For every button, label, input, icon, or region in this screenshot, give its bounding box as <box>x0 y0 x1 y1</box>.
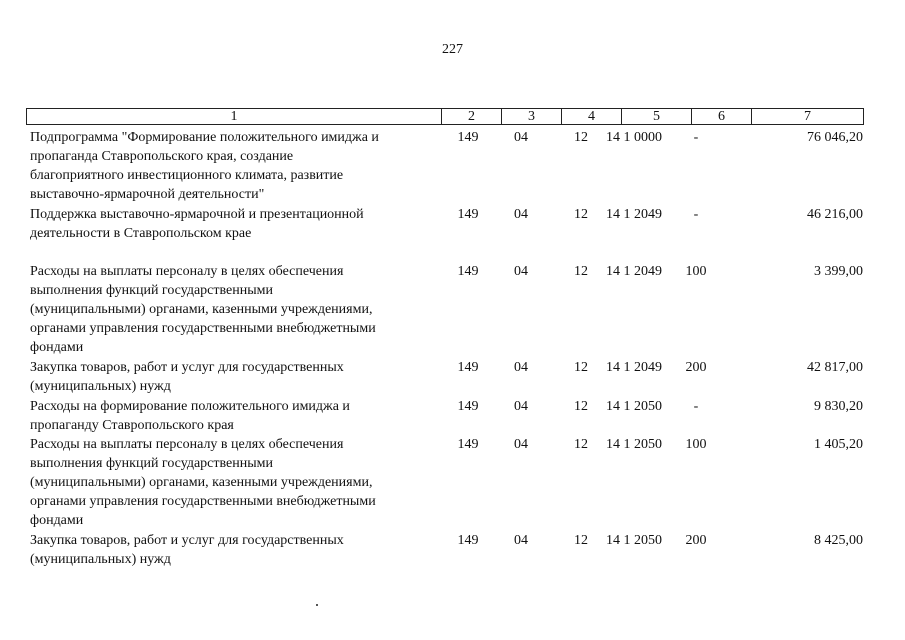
row-code-6: 100 <box>685 264 707 279</box>
row-name-line: выполнения функций государственными <box>30 283 273 298</box>
row-name-line: (муниципальными) органами, казенными учреждениями, <box>30 475 373 490</box>
row-name-line: органами управления государственными внебюджетными <box>30 321 376 336</box>
table-header <box>26 108 864 125</box>
row-name-line: органами управления государственными внебюджетными <box>30 494 376 509</box>
row-name-line: Расходы на формирование положительного имиджа и <box>30 399 350 414</box>
row-name-line: Расходы на выплаты персоналу в целях обеспечения <box>30 437 344 452</box>
row-name <box>30 205 410 243</box>
row-code-6: 200 <box>685 360 707 375</box>
row-name <box>30 397 410 435</box>
row-code-4: 12 <box>574 399 588 414</box>
row-code-3: 04 <box>514 207 528 222</box>
row-code-6: 100 <box>685 437 707 452</box>
row-code-5: 14 1 2050 <box>606 533 662 548</box>
row-code-6: - <box>693 207 699 222</box>
row-name-line: пропаганду Ставропольского края <box>30 418 234 433</box>
column-header-1: 1 <box>230 109 238 124</box>
row-name-line: Закупка товаров, работ и услуг для государственных <box>30 533 344 548</box>
row-amount: 42 817,00 <box>807 360 863 375</box>
page-number: 227 <box>442 42 463 57</box>
column-header-4: 4 <box>561 109 621 124</box>
column-header-2: 2 <box>441 109 501 124</box>
row-code-6: 200 <box>685 533 707 548</box>
row-name <box>30 128 410 204</box>
row-name <box>30 358 410 396</box>
row-code-5: 14 1 2049 <box>606 360 662 375</box>
row-code-2: 149 <box>457 207 479 222</box>
row-name-line: фондами <box>30 340 84 355</box>
row-code-4: 12 <box>574 437 588 452</box>
row-code-3: 04 <box>514 360 528 375</box>
row-code-2: 149 <box>457 130 479 145</box>
row-name-line: фондами <box>30 513 84 528</box>
row-name-line: деятельности в Ставропольском крае <box>30 226 252 241</box>
row-name-line: Закупка товаров, работ и услуг для государственных <box>30 360 344 375</box>
row-code-3: 04 <box>514 533 528 548</box>
row-code-3: 04 <box>514 264 528 279</box>
row-code-2: 149 <box>457 533 479 548</box>
row-code-2: 149 <box>457 360 479 375</box>
row-name-line: выполнения функций государственными <box>30 456 273 471</box>
row-name <box>30 435 410 530</box>
row-amount: 46 216,00 <box>807 207 863 222</box>
row-name-line: (муниципальными) органами, казенными учреждениями, <box>30 302 373 317</box>
row-code-2: 149 <box>457 437 479 452</box>
row-amount: 1 405,20 <box>814 437 863 452</box>
row-name <box>30 531 410 569</box>
row-code-5: 14 1 0000 <box>606 130 662 145</box>
column-header-7: 7 <box>751 109 863 124</box>
row-code-5: 14 1 2050 <box>606 437 662 452</box>
row-code-3: 04 <box>514 437 528 452</box>
row-name-line: пропаганда Ставропольского края, создание <box>30 149 294 164</box>
column-header-6: 6 <box>691 109 751 124</box>
row-amount: 9 830,20 <box>814 399 863 414</box>
row-amount: 3 399,00 <box>814 264 863 279</box>
row-code-5: 14 1 2049 <box>606 207 662 222</box>
row-name-line: благоприятного инвестиционного климата, развитие <box>30 168 344 183</box>
column-header-3: 3 <box>501 109 561 124</box>
row-code-4: 12 <box>574 360 588 375</box>
row-name-line: Расходы на выплаты персоналу в целях обеспечения <box>30 264 344 279</box>
row-code-2: 149 <box>457 399 479 414</box>
row-code-4: 12 <box>574 130 588 145</box>
row-code-4: 12 <box>574 207 588 222</box>
row-name-line: выставочно-ярмарочной деятельности" <box>30 187 265 202</box>
row-code-5: 14 1 2049 <box>606 264 662 279</box>
row-code-6: - <box>693 399 699 414</box>
row-name <box>30 262 410 357</box>
row-code-4: 12 <box>574 533 588 548</box>
row-name-line: Поддержка выставочно-ярмарочной и презентационной <box>30 207 364 222</box>
row-code-2: 149 <box>457 264 479 279</box>
row-code-5: 14 1 2050 <box>606 399 662 414</box>
row-code-4: 12 <box>574 264 588 279</box>
column-header-5: 5 <box>621 109 691 124</box>
row-amount: 8 425,00 <box>814 533 863 548</box>
row-code-3: 04 <box>514 399 528 414</box>
row-amount: 76 046,20 <box>807 130 863 145</box>
row-name-line: (муниципальных) нужд <box>30 552 171 567</box>
row-name-line: Подпрограмма "Формирование положительного имиджа и <box>30 130 379 145</box>
scan-speck <box>316 604 318 606</box>
row-code-3: 04 <box>514 130 528 145</box>
row-code-6: - <box>693 130 699 145</box>
row-name-line: (муниципальных) нужд <box>30 379 171 394</box>
